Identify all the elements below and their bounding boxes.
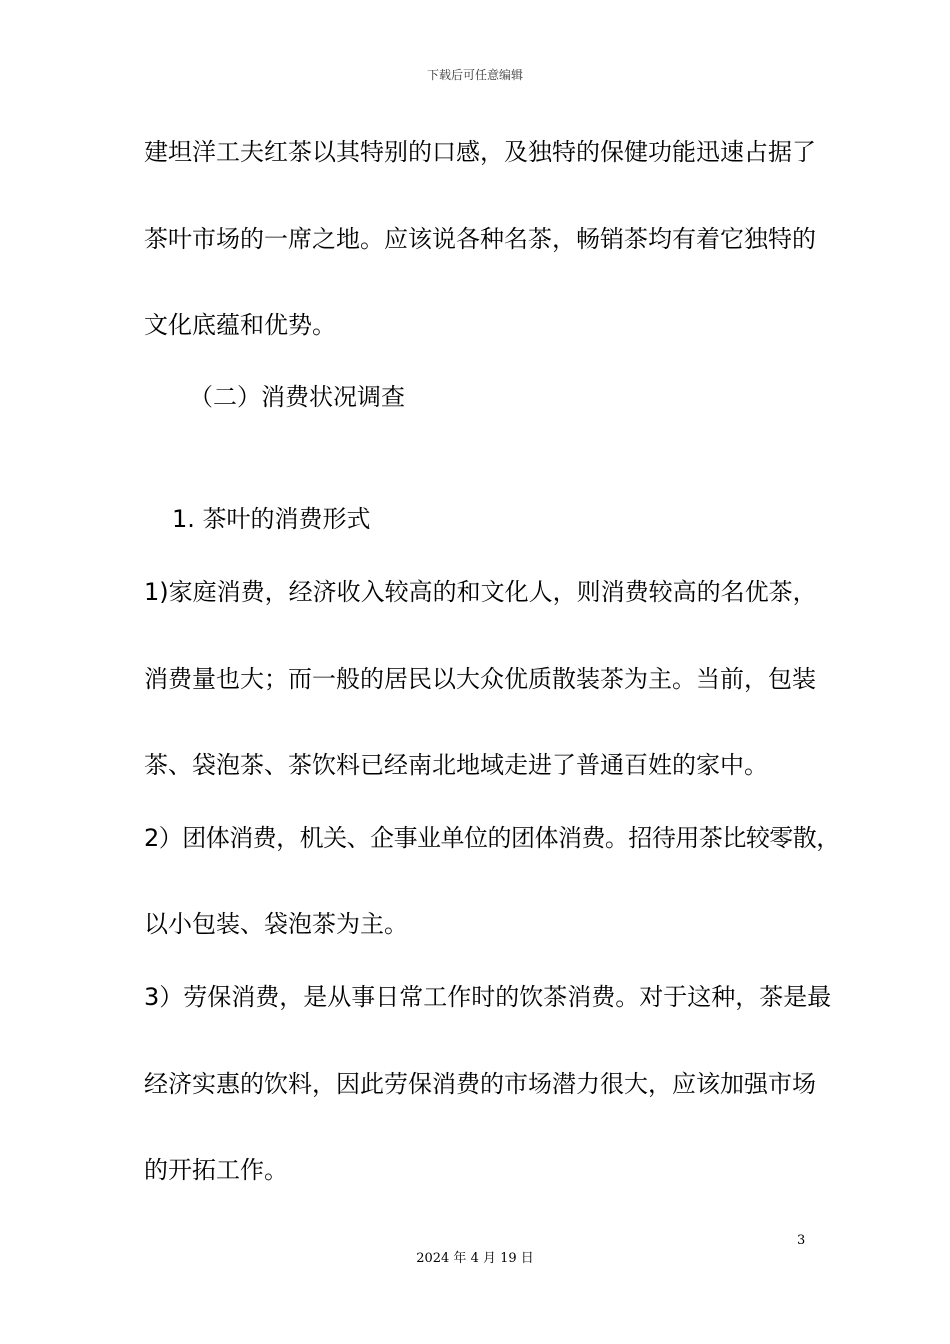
body-line-13: 的开拓工作。 — [144, 1156, 288, 1184]
subsection-heading: 1. 茶叶的消费形式 — [172, 505, 371, 533]
body-line-6: 1)家庭消费，经济收入较高的和文化人，则消费较高的名优茶， — [144, 578, 817, 606]
body-line-7: 消费量也大；而一般的居民以大众优质散装茶为主。当前，包装 — [144, 665, 816, 693]
page-number: 3 — [797, 1233, 806, 1248]
body-line-11: 3）劳保消费，是从事日常工作时的饮茶消费。对于这种，茶是最 — [144, 983, 832, 1011]
body-line-2: 茶叶市场的一席之地。应该说各种名茶，畅销茶均有着它独特的 — [144, 225, 816, 253]
body-line-8: 茶、袋泡茶、茶饮料已经南北地域走进了普通百姓的家中。 — [144, 751, 768, 779]
page-header: 下载后可任意编辑 — [426, 68, 523, 82]
body-line-10: 以小包装、袋泡茶为主。 — [144, 910, 408, 938]
body-line-9: 2）团体消费，机关、企事业单位的团体消费。招待用茶比较零散， — [144, 824, 840, 852]
body-line-12: 经济实惠的饮料，因此劳保消费的市场潜力很大，应该加强市场 — [144, 1070, 816, 1098]
section-heading: （二）消费状况调查 — [189, 383, 405, 411]
body-line-3: 文化底蕴和优势。 — [144, 311, 336, 339]
body-line-1: 建坦洋工夫红茶以其特别的口感，及独特的保健功能迅速占据了 — [144, 138, 816, 166]
footer-date: 2024 年 4 月 19 日 — [416, 1251, 534, 1266]
